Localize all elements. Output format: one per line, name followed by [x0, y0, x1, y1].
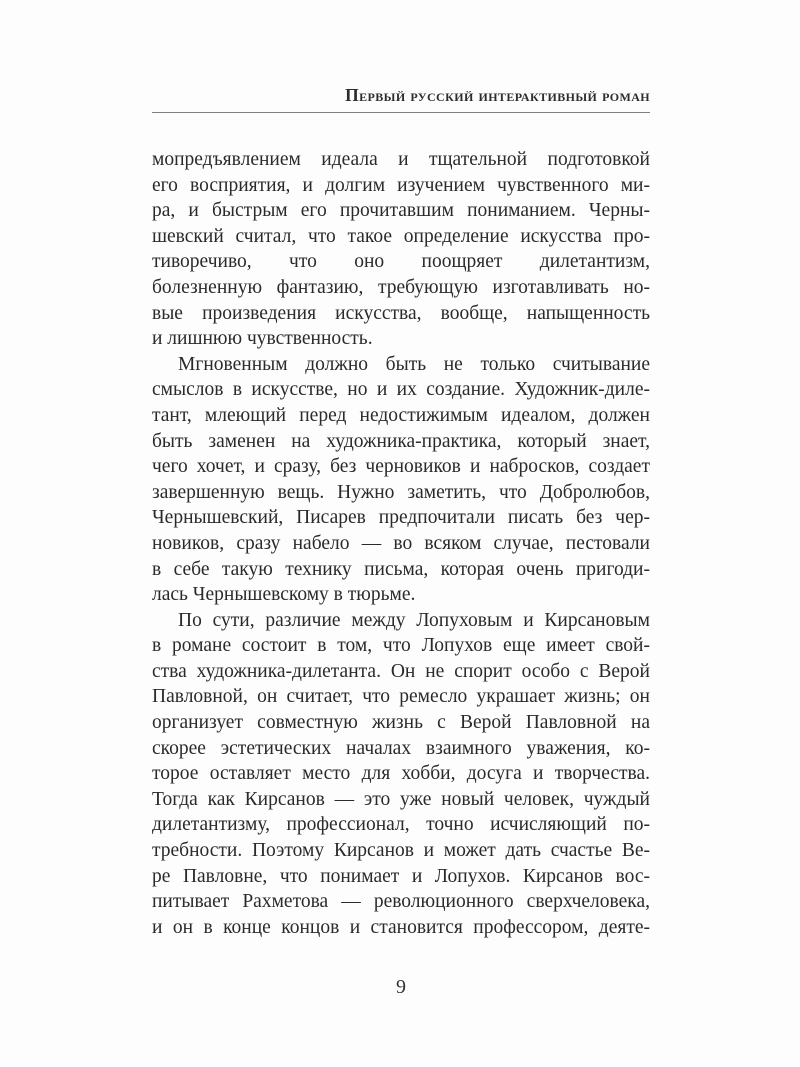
text-line: По сути, различие между Лопуховым и Кирсановым	[178, 609, 650, 631]
text-line: Павловной, он считает, что ремесло украшает жизнь; он	[152, 686, 650, 708]
text-line: дилетантизму, профессионал, точно исчисляющий по-	[152, 814, 650, 836]
text-block	[152, 147, 650, 940]
text-line: тиворечиво, что оно поощряет дилетантизм,	[152, 251, 650, 273]
text-line: Мгновенным должно быть не только считывание	[178, 353, 650, 375]
text-line: и он в конце концов и становится профессором, деяте-	[152, 916, 650, 938]
text-line: Тогда как Кирсанов — это уже новый человек, чуждый	[152, 788, 650, 810]
text-line: ре Павловне, что понимает и Лопухов. Кирсанов вос-	[152, 865, 650, 887]
text-line: ра, и быстрым его прочитавшим пониманием. Черны-	[152, 200, 650, 222]
running-header: Первый русский интерактивный роман	[345, 85, 650, 105]
text-line: болезненную фантазию, требующую изготавливать но-	[152, 276, 650, 298]
text-line: смыслов в искусстве, но и их создание. Художник-диле-	[152, 379, 650, 401]
text-line: новиков, сразу набело — во всяком случае, пестовали	[152, 532, 650, 554]
page-number: 9	[396, 976, 406, 998]
text-line: быть заменен на художника-практика, который знает,	[152, 430, 650, 452]
text-line: организует совместную жизнь с Верой Павловной на	[152, 712, 650, 734]
text-line: тант, млеющий перед недостижимым идеалом, должен	[152, 404, 650, 426]
text-line: шевский считал, что такое определение искусства про-	[152, 225, 650, 247]
text-line: требности. Поэтому Кирсанов и может дать счастье Ве-	[152, 840, 650, 862]
text-line: в романе состоит в том, что Лопухов еще имеет свой-	[152, 635, 650, 657]
text-line: и лишнюю чувственность.	[152, 328, 373, 350]
text-line: лась Чернышевскому в тюрьме.	[152, 584, 416, 606]
text-line: вые произведения искусства, вообще, напыщенность	[152, 302, 650, 324]
text-line: завершенную вещь. Нужно заметить, что Добролюбов,	[152, 481, 650, 503]
header-rule	[152, 112, 650, 113]
text-line: мопредъявлением идеала и тщательной подготовкой	[152, 149, 650, 170]
text-line: ства художника-дилетанта. Он не спорит особо с Верой	[152, 660, 650, 682]
text-line: скорее эстетических началах взаимного уважения, ко-	[152, 737, 650, 759]
text-line: чего хочет, и сразу, без черновиков и набросков, создает	[152, 456, 650, 478]
text-line: торое оставляет место для хобби, досуга и творчества.	[152, 763, 650, 785]
text-line: Чернышевский, Писарев предпочитали писать без чер-	[152, 507, 650, 529]
text-line: его восприятия, и долгим изучением чувственного ми-	[152, 174, 650, 196]
text-line: питывает Рахметова — революционного сверхчеловека,	[152, 891, 650, 913]
text-line: в себе такую технику письма, которая очень пригоди-	[152, 558, 650, 580]
